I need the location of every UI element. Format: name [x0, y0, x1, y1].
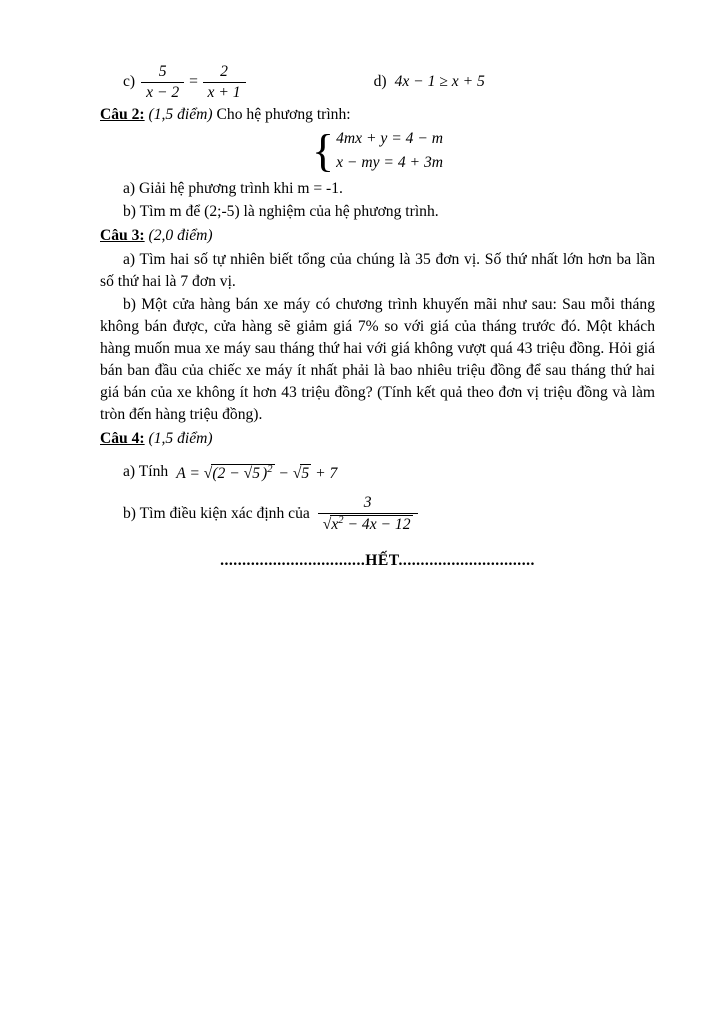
radicand-rest: − 4x − 12 — [343, 516, 411, 534]
item-c — [123, 63, 246, 102]
cau4-points: (1,5 điểm) — [148, 430, 213, 447]
cau4-title: Câu 4: — [100, 430, 145, 447]
denominator-radicand — [330, 515, 412, 533]
radical-sign: √ — [243, 465, 253, 483]
cau3-item-a: a) Tìm hai số tự nhiên biết tổng của chúng là 35 đơn vị. Số thứ nhất lớn hơn ba lần số thứ hai là 7 đơn vị. — [100, 251, 655, 290]
item-d-inequality: 4x − 1 ≥ x + 5 — [394, 73, 485, 90]
equation-system-wrap — [100, 125, 655, 176]
radical-sign: √ — [203, 465, 213, 483]
equation-system — [311, 125, 443, 176]
second-radicand: 5 — [301, 465, 310, 483]
cau4-item-a-label: a) Tính — [123, 463, 169, 481]
equals-sign: = — [188, 72, 199, 90]
numerator: 3 — [363, 494, 372, 512]
cau2-item-a: a) Giải hệ phương trình khi m = -1. — [123, 180, 343, 197]
outer-radicand — [211, 464, 274, 482]
cau4-item-a — [100, 459, 655, 485]
cau3-title: Câu 3: — [100, 227, 145, 244]
item-d — [374, 71, 485, 93]
cau4-item-b-label: b) Tìm điều kiện xác định của — [123, 505, 310, 523]
item-c-label: c) — [123, 73, 136, 90]
radical-sign: √ — [322, 516, 332, 534]
radical-sign: √ — [292, 465, 302, 483]
cau4-heading — [100, 428, 655, 450]
cau3-heading — [100, 225, 655, 247]
cau2-title: Câu 2: — [100, 106, 145, 123]
cau3-item-b: b) Một cửa hàng bán xe máy có chương trình khuyến mãi như sau: Sau mỗi tháng không bán được, cửa hàng sẽ giảm giá 7% so với giá của tháng trước đó. Một khách hàng muốn mua xe máy sau tháng thứ hai với giá không vượt quá 43 triệu đồng. Hỏi giá bán ban đầu của chiếc xe máy ít nhất phải là bao nhiêu triệu đồng để sau tháng thứ hai giá bán của xe không ít hơn 43 triệu đồng? (Tính kết quả theo đơn vị triệu đồng và làm tròn đến hàng triệu đồng). — [100, 296, 655, 423]
equations — [336, 128, 443, 174]
cau2-item-b: b) Tìm m để (2;-5) là nghiệm của hệ phương trình. — [123, 203, 439, 220]
cau2-heading — [100, 104, 655, 126]
item-c-equation — [141, 63, 245, 102]
cau4-item-b — [100, 494, 655, 534]
exponent: 2 — [267, 464, 273, 475]
end-line — [100, 550, 655, 572]
fraction-right — [203, 63, 246, 102]
dots-left: ................................. — [220, 552, 366, 570]
cau3-points: (2,0 điểm) — [148, 227, 213, 244]
denominator-sqrt — [323, 515, 413, 534]
denominator — [318, 513, 418, 534]
expression-a-lhs: A = — [176, 465, 200, 483]
end-label: HẾT — [365, 552, 399, 570]
equation-2: x − my = 4 + 3m — [336, 154, 443, 171]
inner-radicand: 5 — [252, 465, 261, 483]
cau2-intro: Cho hệ phương trình: — [216, 106, 351, 123]
equation-1: 4mx + y = 4 − m — [336, 130, 443, 147]
radicand-open: (2 − — [212, 465, 240, 483]
left-brace: { — [311, 125, 335, 176]
variable-x: x — [331, 516, 339, 534]
outer-sqrt — [204, 459, 275, 485]
numerator: 2 — [220, 62, 228, 80]
radicand-close: ) — [262, 465, 268, 483]
item-d-label: d) — [373, 73, 387, 90]
second-sqrt — [293, 463, 311, 485]
fraction-left — [141, 63, 184, 102]
expression-a-tail: + 7 — [315, 465, 338, 483]
cau2-points: (1,5 điểm) — [148, 106, 213, 123]
numerator: 5 — [158, 62, 167, 80]
denominator: x − 2 — [141, 82, 184, 102]
dots-right: ............................... — [398, 552, 535, 570]
expression-b-fraction — [318, 494, 418, 534]
inner-sqrt — [244, 463, 262, 485]
minus-sign: − — [278, 465, 289, 483]
exponent: 2 — [338, 515, 344, 527]
row-c-d — [100, 62, 655, 102]
expression-a — [176, 459, 337, 485]
denominator: x + 1 — [203, 82, 246, 102]
